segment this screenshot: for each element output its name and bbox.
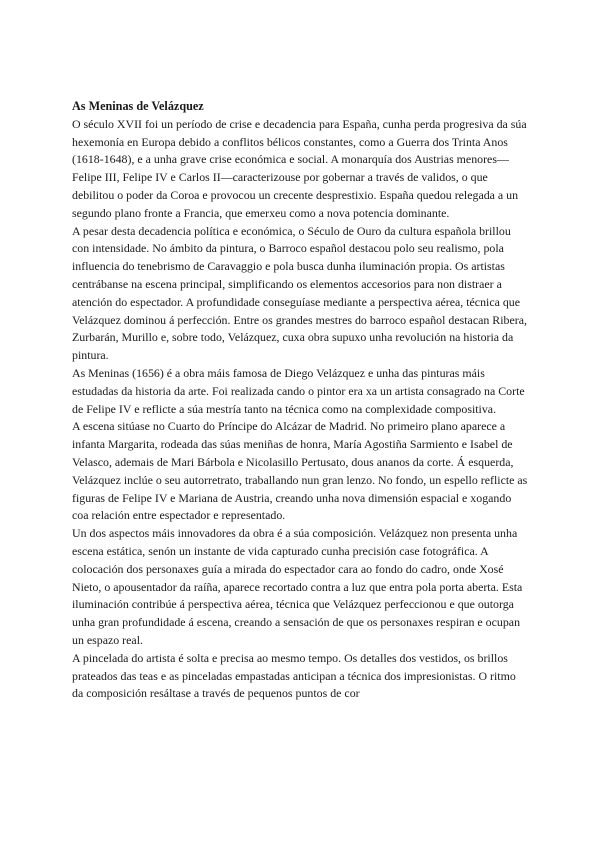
paragraph-golden-age-painting: A pesar desta decadencia política e económica, o Século de Ouro da cultura española brillou con intensidade. No ámbito da pintura, o Barroco español destacou polo seu realismo, pola influencia do tenebrismo de Caravaggio e pola busca dunha iluminación propia. Os artistas centrábanse na escena principal, simplificando os elementos accesorios para non distraer a atención do espectador. A profundidade conseguíase mediante a perspectiva aérea, técnica que Velázquez dominou á perfección. Entre os grandes mestres do barroco español destacan Ribera, Zurbarán, Murillo e, sobre todo, Velázquez, cuxa obra supuxo unha revolución na historia da pintura. <box>72 223 527 363</box>
paragraph-scene-description: A escena sitúase no Cuarto do Príncipe do Alcázar de Madrid. No primeiro plano aparece a infanta Margarita, rodeada das súas meniñas de honra, María Agostiña Sarmiento e Isabel de Velasco, ademais de Mari Bárbola e Nicolasillo Pertusato, dous ananos da corte. Á esquerda, Velázquez inclúe o seu autorretrato, traballando nun gran lenzo. No fondo, un espello reflicte as figuras de Felipe IV e Mariana de Austria, creando unha nova dimensión espacial e xogando coa relación entre espectador e representado. <box>72 419 528 523</box>
document-page <box>72 98 528 703</box>
paragraph-composition: Un dos aspectos máis innovadores da obra é a súa composición. Velázquez non presenta unha escena estática, senón un instante de vida capturado cunha precisión case fotográfica. A colocación dos personaxes guía a mirada do espectador cara ao fondo do cadro, onde Xosé Nieto, o apousentador da raíña, aparece recortado contra a luz que entra pola porta aberta. Esta iluminación contribúe á perspectiva aérea, técnica que Velázquez perfeccionou e que outorga unha gran profundidade á escena, creando a sensación de que os personaxes respiran e ocupan un espazo real. <box>72 526 523 647</box>
paragraph-historical-context: O século XVII foi un período de crise e decadencia para España, cunha perda progresiva da súa hexemonía en Europa debido a conflitos bélicos constantes, como a Guerra dos Trinta Anos (1618-1648), e a unha grave crise económica e social. A monarquía dos Austrias menores—Felipe III, Felipe IV e Carlos II—caracterizouse por gobernar a través de validos, o que debilitou o poder da Coroa e provocou un crecente desprestixio. España quedou relegada a un segundo plano fronte a Francia, que emerxeu como a nova potencia dominante. <box>72 116 527 220</box>
paragraph-brushwork: A pincelada do artista é solta e precisa ao mesmo tempo. Os detalles dos vestidos, os brillos prateados das teas e as pinceladas empastadas anticipan a técnica dos impresionistas. O ritmo da composición resáltase a través de pequenos puntos de cor <box>72 650 516 701</box>
document-title: As Meninas de Velázquez <box>72 99 204 113</box>
paragraph-las-meninas-intro: As Meninas (1656) é a obra máis famosa de Diego Velázquez e unha das pinturas máis estudadas da historia da arte. Foi realizada cando o pintor era xa un artista consagrado na Corte de Felipe IV e reflicte a súa mestría tanto na técnica como na complexidade compositiva. <box>72 365 525 416</box>
